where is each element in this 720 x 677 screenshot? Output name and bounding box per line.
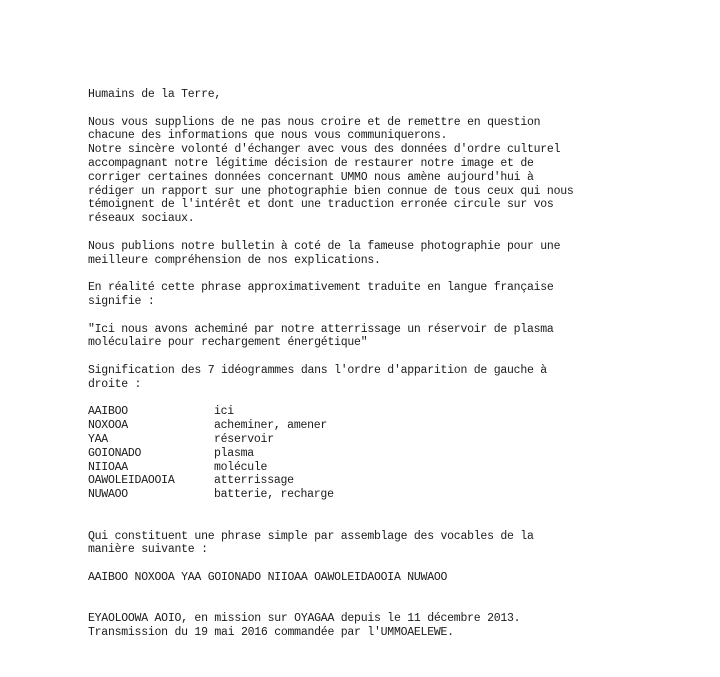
vocabulary-meaning: réservoir bbox=[214, 432, 274, 446]
vocabulary-term: NUWAOO bbox=[88, 488, 128, 502]
vocabulary-term: NOXOOA bbox=[88, 419, 128, 433]
signature-line: Transmission du 19 mai 2016 commandée par l'UMMOAELEWE. bbox=[88, 626, 454, 640]
intro-line: corriger certaines données concernant UMMO nous amène aujourd'hui à bbox=[88, 170, 534, 184]
ideograms-intro-line: droite : bbox=[88, 377, 142, 391]
greeting-line: Humains de la Terre, bbox=[88, 88, 222, 101]
blank-line bbox=[88, 598, 688, 612]
vocabulary-list bbox=[88, 405, 334, 502]
vocabulary-row bbox=[88, 419, 334, 433]
quote-paragraph bbox=[88, 323, 688, 351]
translation-intro-line: En réalité cette phrase approximativement traduite en langue française bbox=[88, 281, 554, 295]
quote-line: moléculaire pour rechargement énergétique" bbox=[88, 336, 368, 350]
intro-line: rédiger un rapport sur une photographie bien connue de tous ceux qui nous bbox=[88, 184, 574, 198]
intro-line: Notre sincère volonté d'échanger avec vous des données d'ordre culturel bbox=[88, 143, 561, 157]
vocabulary-meaning: plasma bbox=[214, 446, 254, 460]
vocabulary-row bbox=[88, 447, 334, 461]
vocabulary-term: NIIOAA bbox=[88, 460, 128, 474]
ideograms-intro-line: Signification des 7 idéogrammes dans l'ordre d'apparition de gauche à bbox=[88, 363, 547, 377]
vocabulary-row bbox=[88, 461, 334, 475]
ideograms-intro-paragraph bbox=[88, 364, 688, 392]
vocabulary-term: AAIBOO bbox=[88, 405, 128, 419]
vocabulary-row bbox=[88, 405, 334, 419]
quote-line: "Ici nous avons acheminé par notre atterrissage un réservoir de plasma bbox=[88, 322, 554, 336]
vocabulary-meaning: molécule bbox=[214, 460, 268, 474]
assembly-intro-line: Qui constituent une phrase simple par assemblage des vocables de la bbox=[88, 529, 534, 543]
vocabulary-row bbox=[88, 488, 334, 502]
vocabulary-term: GOIONADO bbox=[88, 446, 142, 460]
bulletin-line: meilleure compréhension de nos explications. bbox=[88, 253, 381, 267]
vocabulary-meaning: atterrissage bbox=[214, 474, 294, 488]
intro-line: accompagnant notre légitime décision de restaurer notre image et de bbox=[88, 156, 534, 170]
assembly-intro-line: manière suivante : bbox=[88, 543, 208, 557]
greeting bbox=[88, 88, 688, 102]
vocabulary-meaning: batterie, recharge bbox=[214, 488, 334, 502]
intro-line: chacune des informations que nous vous communiquerons. bbox=[88, 129, 448, 143]
letter-page bbox=[88, 88, 688, 654]
intro-line: réseaux sociaux. bbox=[88, 212, 195, 226]
vocabulary-row bbox=[88, 474, 334, 488]
translation-intro-paragraph bbox=[88, 281, 688, 309]
bulletin-line: Nous publions notre bulletin à coté de la fameuse photographie pour une bbox=[88, 239, 561, 253]
vocabulary-row bbox=[88, 433, 334, 447]
intro-line: Nous vous supplions de ne pas nous croire et de remettre en question bbox=[88, 115, 541, 129]
intro-paragraph bbox=[88, 116, 688, 226]
assembly-intro-paragraph bbox=[88, 530, 688, 558]
signature-line: EYAOLOOWA AOIO, en mission sur OYAGAA depuis le 11 décembre 2013. bbox=[88, 612, 521, 626]
assembled-phrase: AAIBOO NOXOOA YAA GOIONADO NIIOAA OAWOLEIDAOOIA NUWAOO bbox=[88, 570, 448, 584]
vocabulary-meaning: acheminer, amener bbox=[214, 419, 328, 433]
vocabulary-term: OAWOLEIDAOOIA bbox=[88, 474, 175, 488]
bulletin-paragraph bbox=[88, 240, 688, 268]
translation-intro-line: signifie : bbox=[88, 294, 155, 308]
vocabulary-meaning: ici bbox=[214, 405, 234, 419]
assembled-phrase-paragraph bbox=[88, 571, 688, 585]
intro-line: témoignent de l'intérêt et dont une traduction erronée circule sur vos bbox=[88, 198, 554, 212]
blank-line bbox=[88, 516, 688, 530]
vocabulary-term: YAA bbox=[88, 432, 108, 446]
signature-block bbox=[88, 612, 688, 640]
